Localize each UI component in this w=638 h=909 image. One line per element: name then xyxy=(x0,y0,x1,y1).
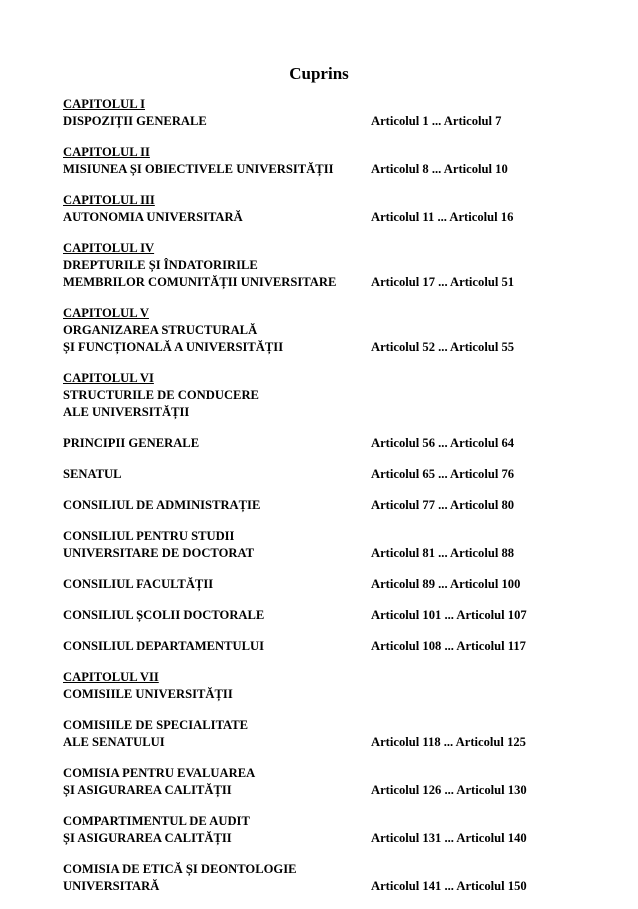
chapter-heading: CAPITOLUL II xyxy=(63,145,150,159)
toc-row xyxy=(63,497,583,514)
toc-row xyxy=(63,240,583,257)
toc-entry xyxy=(63,717,583,751)
toc-entry xyxy=(63,607,583,624)
section-title: ȘI ASIGURAREA CALITĂȚII xyxy=(63,783,232,797)
section-title: COMISIA DE ETICĂ ȘI DEONTOLOGIE xyxy=(63,862,297,876)
article-range: Articolul 52 ... Articolul 55 xyxy=(371,340,515,354)
toc-row xyxy=(63,717,583,734)
section-title: CONSILIUL PENTRU STUDII xyxy=(63,529,235,543)
section-title: MEMBRILOR COMUNITĂȚII UNIVERSITARE xyxy=(63,275,337,289)
toc-row xyxy=(63,545,583,562)
toc-entry xyxy=(63,861,583,895)
article-range: Articolul 89 ... Articolul 100 xyxy=(371,577,521,591)
toc-row xyxy=(63,686,583,703)
toc-row xyxy=(63,669,583,686)
toc-entry xyxy=(63,765,583,799)
toc-row xyxy=(63,144,583,161)
toc-entry xyxy=(63,370,583,421)
section-title: CONSILIUL ȘCOLII DOCTORALE xyxy=(63,608,265,622)
section-title: CONSILIUL FACULTĂȚII xyxy=(63,577,214,591)
chapter-heading: CAPITOLUL I xyxy=(63,97,146,111)
toc-entry xyxy=(63,813,583,847)
article-range: Articolul 141 ... Articolul 150 xyxy=(371,879,527,893)
toc-entry xyxy=(63,576,583,593)
section-title: AUTONOMIA UNIVERSITARĂ xyxy=(63,210,243,224)
toc-entry xyxy=(63,435,583,452)
toc-row xyxy=(63,576,583,593)
table-of-contents xyxy=(63,96,583,909)
toc-row xyxy=(63,435,583,452)
article-range: Articolul 8 ... Articolul 10 xyxy=(371,162,508,176)
toc-row xyxy=(63,339,583,356)
article-range: Articolul 101 ... Articolul 107 xyxy=(371,608,527,622)
toc-row xyxy=(63,274,583,291)
article-range: Articolul 131 ... Articolul 140 xyxy=(371,831,527,845)
section-title: CONSILIUL DE ADMINISTRAȚIE xyxy=(63,498,261,512)
toc-entry xyxy=(63,466,583,483)
section-title: DISPOZIȚII GENERALE xyxy=(63,114,207,128)
chapter-heading: CAPITOLUL VII xyxy=(63,670,159,684)
toc-entry xyxy=(63,96,583,130)
page-title: Cuprins xyxy=(289,64,349,83)
article-range: Articolul 118 ... Articolul 125 xyxy=(371,735,526,749)
toc-row xyxy=(63,466,583,483)
section-title: ORGANIZAREA STRUCTURALĂ xyxy=(63,323,258,337)
toc-row xyxy=(63,528,583,545)
toc-row xyxy=(63,813,583,830)
article-range: Articolul 108 ... Articolul 117 xyxy=(371,639,526,653)
toc-row xyxy=(63,370,583,387)
chapter-heading: CAPITOLUL III xyxy=(63,193,155,207)
section-title: UNIVERSITARE DE DOCTORAT xyxy=(63,546,255,560)
section-title: SENATUL xyxy=(63,467,122,481)
toc-row xyxy=(63,96,583,113)
section-title: COMISIA PENTRU EVALUAREA xyxy=(63,766,256,780)
article-range: Articolul 11 ... Articolul 16 xyxy=(371,210,514,224)
article-range: Articolul 65 ... Articolul 76 xyxy=(371,467,515,481)
toc-entry xyxy=(63,497,583,514)
toc-row xyxy=(63,404,583,421)
toc-row xyxy=(63,830,583,847)
toc-row xyxy=(63,782,583,799)
chapter-heading: CAPITOLUL VI xyxy=(63,371,154,385)
toc-row xyxy=(63,607,583,624)
section-title: STRUCTURILE DE CONDUCERE xyxy=(63,388,259,402)
article-range: Articolul 56 ... Articolul 64 xyxy=(371,436,515,450)
toc-entry xyxy=(63,240,583,291)
toc-row xyxy=(63,209,583,226)
toc-entry xyxy=(63,638,583,655)
article-range: Articolul 1 ... Articolul 7 xyxy=(371,114,502,128)
section-title: ALE UNIVERSITĂȚII xyxy=(63,405,190,419)
section-title: COMISIILE UNIVERSITĂȚII xyxy=(63,687,233,701)
toc-row xyxy=(63,192,583,209)
section-title: PRINCIPII GENERALE xyxy=(63,436,200,450)
toc-entry xyxy=(63,144,583,178)
toc-entry xyxy=(63,528,583,562)
toc-row xyxy=(63,257,583,274)
toc-row xyxy=(63,878,583,895)
section-title: ALE SENATULUI xyxy=(63,735,165,749)
section-title: ȘI ASIGURAREA CALITĂȚII xyxy=(63,831,232,845)
section-title: COMPARTIMENTUL DE AUDIT xyxy=(63,814,250,828)
toc-row xyxy=(63,734,583,751)
section-title: MISIUNEA ȘI OBIECTIVELE UNIVERSITĂȚII xyxy=(63,162,334,176)
chapter-heading: CAPITOLUL IV xyxy=(63,241,155,255)
section-title: CONSILIUL DEPARTAMENTULUI xyxy=(63,639,264,653)
toc-row xyxy=(63,161,583,178)
article-range: Articolul 126 ... Articolul 130 xyxy=(371,783,527,797)
toc-entry xyxy=(63,669,583,703)
toc-row xyxy=(63,765,583,782)
section-title: COMISIILE DE SPECIALITATE xyxy=(63,718,248,732)
section-title: ȘI FUNCȚIONALĂ A UNIVERSITĂȚII xyxy=(63,340,284,354)
article-range: Articolul 17 ... Articolul 51 xyxy=(371,275,515,289)
chapter-heading: CAPITOLUL V xyxy=(63,306,149,320)
toc-row xyxy=(63,113,583,130)
toc-entry xyxy=(63,192,583,226)
section-title: DREPTURILE ȘI ÎNDATORIRILE xyxy=(63,258,258,272)
toc-row xyxy=(63,387,583,404)
section-title: UNIVERSITARĂ xyxy=(63,879,160,893)
toc-row xyxy=(63,305,583,322)
article-range: Articolul 81 ... Articolul 88 xyxy=(371,546,515,560)
toc-entry xyxy=(63,305,583,356)
toc-row xyxy=(63,322,583,339)
toc-row xyxy=(63,861,583,878)
article-range: Articolul 77 ... Articolul 80 xyxy=(371,498,515,512)
toc-row xyxy=(63,638,583,655)
